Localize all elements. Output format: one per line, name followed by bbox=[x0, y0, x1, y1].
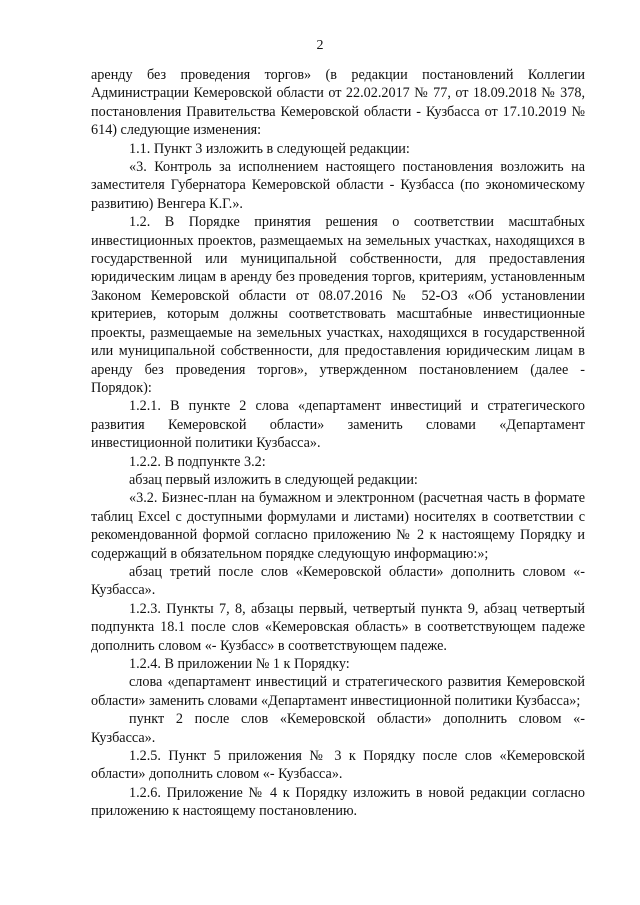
paragraph-1-2-6: 1.2.6. Приложение № 4 к Порядку изложить в новой редакции согласно приложению к настоящему постановлению. bbox=[91, 784, 585, 820]
paragraph-1-2: 1.2. В Порядке принятия решения о соответствии масштабных инвестиционных проектов, размещаемых на земельных участках, находящихся в государственной или муниципальной собственности, для предоставления юридическим лицам в аренду без проведения торгов, критериям, установленным Законом Кемеровской области от 08.07.2016 № 52-ОЗ «Об установлении критериев, которым должны соответствовать масштабные инвестиционные проекты, размещаемые на земельных участках, находящихся в государственной или муниципальной собственности, для предоставления юридическим лицам в аренду без проведения торгов», утвержденном постановлением (далее - Порядок): bbox=[91, 214, 585, 396]
paragraph-continuation: аренду без проведения торгов» (в редакции постановлений Коллегии Администрации Кемеровской области от 22.02.2017 № 77, от 18.09.2018 № 378, постановления Правительства Кемеровской области - Кузбасса от 17.10.2019 № 614) следующие изменения: bbox=[91, 67, 585, 139]
page-number: 2 bbox=[316, 38, 324, 53]
paragraph-abzac-third: абзац третий после слов «Кемеровской области» дополнить словом «- Кузбасса». bbox=[91, 563, 585, 599]
document-body bbox=[91, 66, 585, 821]
paragraph-1-2-4: 1.2.4. В приложении № 1 к Порядку: bbox=[129, 656, 350, 672]
paragraph-1-1: 1.1. Пункт 3 изложить в следующей редакции: bbox=[129, 140, 410, 157]
paragraph-clause-3-2: «3.2. Бизнес-план на бумажном и электронном (расчетная часть в формате таблиц Excel с доступными формулами и листами) носителях в соответствии с рекомендованной формой согласно приложению № 2 к настоящему Порядку и содержащий в обязательном порядке следующую информацию:»; bbox=[91, 490, 585, 562]
paragraph-abzac-first: абзац первый изложить в следующей редакции: bbox=[129, 471, 418, 488]
paragraph-1-2-5: 1.2.5. Пункт 5 приложения № 3 к Порядку после слов «Кемеровской области» дополнить словом «- Кузбасса». bbox=[91, 748, 585, 783]
paragraph-clause-3: «3. Контроль за исполнением настоящего постановления возложить на заместителя Губернатора Кемеровской области - Кузбасса (по экономическому развитию) Венгера К.Г.». bbox=[91, 159, 585, 212]
paragraph-1-2-2: 1.2.2. В подпункте 3.2: bbox=[129, 453, 266, 470]
paragraph-words-replace: слова «департамент инвестиций и стратегического развития Кемеровской области» заменить словами «Департамент инвестиционной политики Кузбасса»; bbox=[91, 674, 585, 709]
paragraph-1-2-1: 1.2.1. В пункте 2 слова «департамент инвестиций и стратегического развития Кемеровской области» заменить словами «Департамент инвестиционной политики Кузбасса». bbox=[91, 398, 585, 452]
paragraph-1-2-3: 1.2.3. Пункты 7, 8, абзацы первый, четвертый пункта 9, абзац четвертый подпункта 18.1 после слов «Кемеровская область» в соответствующем падеже дополнить словом «- Кузбасс» в соответствующем падеже. bbox=[91, 600, 585, 654]
paragraph-point-2: пункт 2 после слов «Кемеровской области» дополнить словом «- Кузбасса». bbox=[91, 711, 585, 746]
